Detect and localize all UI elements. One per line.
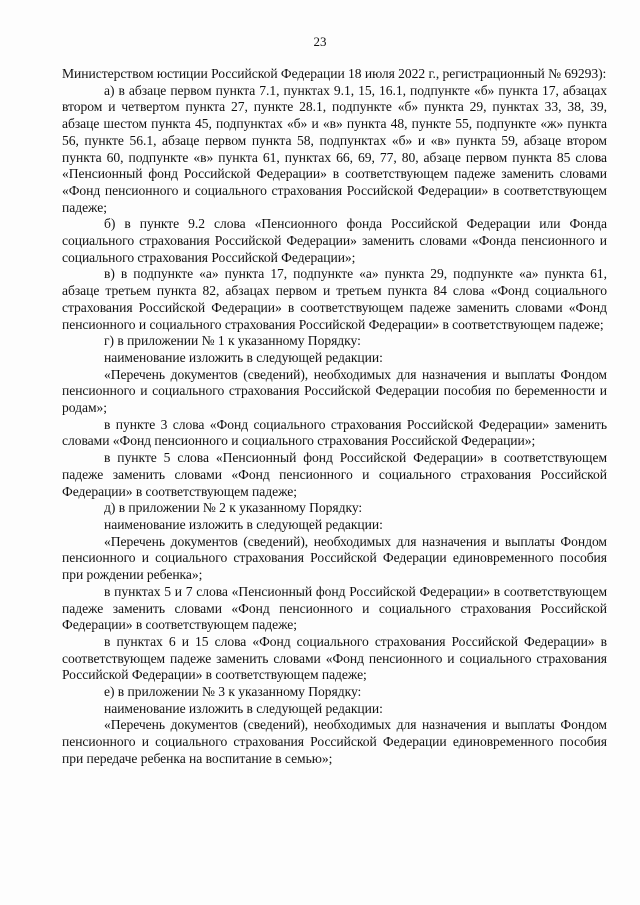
- document-body: [62, 66, 607, 768]
- paragraph: в пунктах 6 и 15 слова «Фонд социального страхования Российской Федерации» в соответствующем падеже заменить словами «Фонд пенсионного и социального страхования Российской Федерации» в соответствующем падеже;: [62, 633, 607, 683]
- paragraph: наименование изложить в следующей редакции:: [104, 349, 383, 365]
- paragraph: б) в пункте 9.2 слова «Пенсионного фонда Российской Федерации или Фонда социального страхования Российской Федерации» заменить словами «Фонда пенсионного и социального страхования Российской Федерации»;: [62, 216, 607, 265]
- paragraph: «Перечень документов (сведений), необходимых для назначения и выплаты Фондом пенсионного и социального страхования Российской Федерации единовременного пособия при рождении ребенка»;: [62, 533, 607, 583]
- paragraph: д) в приложении № 2 к указанному Порядку:: [104, 500, 363, 516]
- paragraph: наименование изложить в следующей редакции:: [104, 516, 383, 532]
- paragraph: а) в абзаце первом пункта 7.1, пунктах 9.1, 15, 16.1, подпункте «б» пункта 17, абзацах втором и четвертом пункта 27, пункте 28.1, подпункте «б» пункта 29, пунктах 33, 38, 39, абзаце шестом пункта 45, подпунктах «б» и «в» пункта 48, пункте 55, подпункте «ж» пункта 56, пункте 56.1, абзаце первом пункта 58, подпунктах «б» и «в» пункта 59, абзаце втором пункта 60, подпункте «в» пункта 61, пунктах 66, 69, 77, 80, абзаце первом пункта 85 слова «Пенсионный фонд Российской Федерации» в соответствующем падеже заменить словами «Фонд пенсионного и социального страхования Российской Федерации» в соответствующем падеже;: [62, 82, 607, 215]
- paragraph: в) в подпункте «а» пункта 17, подпункте «а» пункта 29, подпункте «а» пункта 61, абзаце третьем пункта 82, абзацах первом и третьем пункта 84 слова «Фонд социального страхования Российской Федерации» в соответствующем падеже заменить словами «Фонд пенсионного и социального страхования Российской Федерации» в соответствующем падеже;: [62, 266, 607, 332]
- paragraph: в пункте 5 слова «Пенсионный фонд Российской Федерации» в соответствующем падеже заменить словами «Фонд пенсионного и социального страхования Российской Федерации» в соответствующем падеже;: [62, 450, 607, 499]
- paragraph: в пункте 3 слова «Фонд социального страхования Российской Федерации» заменить словами «Фонд пенсионного и социального страхования Российской Федерации»;: [62, 416, 607, 449]
- page-number: 23: [313, 34, 327, 49]
- paragraph: в пунктах 5 и 7 слова «Пенсионный фонд Российской Федерации» в соответствующем падеже заменить словами «Фонд пенсионного и социального страхования Российской Федерации» в соответствующем падеже;: [62, 583, 607, 633]
- paragraph: е) в приложении № 3 к указанному Порядку:: [104, 684, 362, 700]
- paragraph: Министерством юстиции Российской Федерации 18 июля 2022 г., регистрационный № 69293):: [62, 66, 607, 81]
- paragraph: наименование изложить в следующей редакции:: [104, 700, 383, 716]
- paragraph: г) в приложении № 1 к указанному Порядку:: [104, 333, 361, 349]
- paragraph: «Перечень документов (сведений), необходимых для назначения и выплаты Фондом пенсионного и социального страхования Российской Федерации пособия по беременности и родам»;: [62, 366, 607, 416]
- paragraph: «Перечень документов (сведений), необходимых для назначения и выплаты Фондом пенсионного и социального страхования Российской Федерации единовременного пособия при передаче ребенка на воспитание в семью»;: [62, 717, 607, 766]
